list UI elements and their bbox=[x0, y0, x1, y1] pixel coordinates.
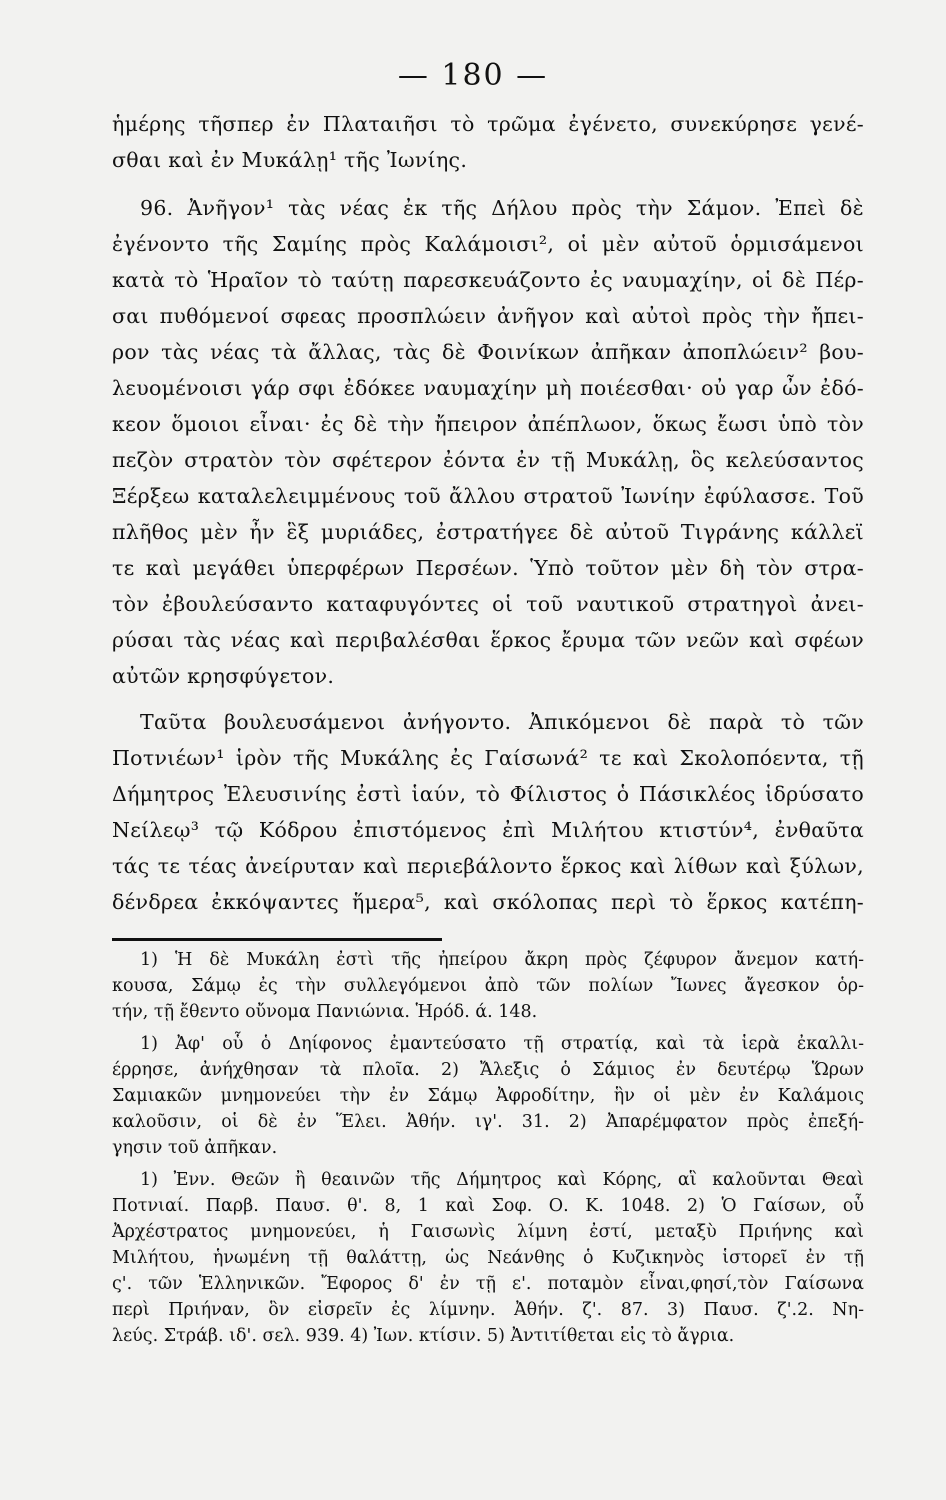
footnote-line: έρρησε, ἀνήχθησαν τὰ πλοῖα. 2) Ἄλεξις ὁ Σάμιος ἐν δευτέρῳ Ὥρων bbox=[112, 1060, 864, 1080]
text-line: Δήμητρος Ἐλευσινίης ἐστὶ ἱαύν, τὸ Φίλιστος ὁ Πάσικλέος ἱδρύσατο bbox=[112, 782, 864, 806]
text-line: αὐτῶν κρησφύγετον. bbox=[112, 664, 335, 688]
footnote-line: Σαμιακῶν μνημονεύει τὴν ἐν Σάμῳ Ἀφροδίτην, ἣν οἱ μὲν ἐν Καλάμοις bbox=[112, 1086, 864, 1106]
footnote-line: περὶ Πριήναν, ὃν εἰσρεῖν ἐς λίμνην. Ἀθήν. ζ'. 87. 3) Παυσ. ζ'.2. Νη- bbox=[112, 1300, 864, 1320]
text-line: Ξέρξεω καταλελειμμένους τοῦ ἄλλου στρατοῦ Ἰωνίην ἐφύλασσε. Τοῦ bbox=[112, 484, 864, 508]
text-line: τὸν ἐβουλεύσαντο καταφυγόντες οἱ τοῦ ναυτικοῦ στρατηγοὶ ἀνει- bbox=[112, 592, 864, 616]
text-line: λευομένοισι γάρ σφι ἐδόκεε ναυμαχίην μὴ ποιέεσθαι· οὐ γαρ ὦν ἐδό- bbox=[112, 376, 864, 400]
footnote-line: κουσα, Σάμῳ ἐς τὴν συλλεγόμενοι ἀπὸ τῶν πολίων Ἴωνες ἄγεσκον ὁρ- bbox=[112, 976, 864, 996]
text-line: πλῆθος μὲν ἦν ἓξ μυριάδες, ἐστρατήγεε δὲ αὐτοῦ Τιγράνης κάλλεϊ bbox=[112, 520, 864, 544]
footnote-line: λεύς. Στράβ. ιδ'. σελ. 939. 4) Ἰων. κτίσιν. 5) Ἀντιτίθεται εἰς τὸ ἄγρια. bbox=[112, 1326, 735, 1346]
footnote-line: Μιλήτου, ἡνωμένη τῇ θαλάττῃ, ὡς Νεάνθης ὁ Κυζικηνὸς ἱστορεῖ ἐν τῇ bbox=[112, 1248, 864, 1268]
text-line: ἐγένοντο τῆς Σαμίης πρὸς Καλάμοισι², οἱ μὲν αὐτοῦ ὁρμισάμενοι bbox=[112, 232, 864, 256]
text-line: σαι πυθόμενοί σφεας προσπλώειν ἀνῆγον καὶ αὐτοὶ πρὸς τὴν ἤπει- bbox=[112, 304, 864, 328]
footnote-line: τήν, τῇ ἔθεντο οὔνομα Πανιώνια. Ἡρόδ. ά. 148. bbox=[112, 1002, 538, 1022]
text-line: τάς τε τέας ἀνείρυταν καὶ περιεβάλοντο ἕρκος καὶ λίθων καὶ ξύλων, bbox=[112, 854, 864, 878]
text-line: δένδρεα ἐκκόψαντες ἥμερα⁵, καὶ σκόλοπας περὶ τὸ ἕρκος κατέπη- bbox=[112, 890, 864, 914]
text-line: κατὰ τὸ Ἡραῖον τὸ ταύτῃ παρεσκευάζοντο ἐς ναυμαχίην, οἱ δὲ Πέρ- bbox=[112, 268, 864, 292]
footnote-line: 1) Ἀφ' οὗ ὁ Δηίφονος ἐμαντεύσατο τῇ στρατίᾳ, καὶ τὰ ἱερὰ ἐκαλλι- bbox=[140, 1034, 864, 1054]
text-line: ἡμέρης τῆσπερ ἐν Πλαταιῆσι τὸ τρῶμα ἐγένετο, συνεκύρησε γενέ- bbox=[112, 112, 864, 136]
footnote-line: 1) Ἡ δὲ Μυκάλη ἐστὶ τῆς ἠπείρου ἄκρη πρὸς ζέφυρον ἄνεμον κατή- bbox=[140, 950, 864, 970]
text-line: ρον τὰς νέας τὰ ἄλλας, τὰς δὲ Φοινίκων ἀπῆκαν ἀποπλώειν² βου- bbox=[112, 340, 864, 364]
text-line: Νείλεῳ³ τῷ Κόδρου ἐπιστόμενος ἐπὶ Μιλήτου κτιστύν⁴, ἐνθαῦτα bbox=[112, 818, 864, 842]
text-line: σθαι καὶ ἐν Μυκάλῃ¹ τῆς Ἰωνίης. bbox=[112, 148, 468, 172]
text-line: 96. Ἀνῆγον¹ τὰς νέας ἐκ τῆς Δήλου πρὸς τὴν Σάμον. Ἐπεὶ δὲ bbox=[140, 196, 864, 220]
footnote-line: ς'. τῶν Ἑλληνικῶν. Ἔφορος δ' ἐν τῇ ε'. ποταμὸν εἶναι,φησί,τὸν Γαίσωνα bbox=[112, 1274, 864, 1294]
text-line: Ποτνιέων¹ ἱρὸν τῆς Μυκάλης ἐς Γαίσωνά² τε καὶ Σκολοπόεντα, τῇ bbox=[112, 746, 864, 770]
text-line: τε καὶ μεγάθει ὑπερφέρων Περσέων. Ὑπὸ τοῦτον μὲν δὴ τὸν στρα- bbox=[112, 556, 864, 580]
footnote-line: Ποτνιαί. Παρβ. Παυσ. θ'. 8, 1 καὶ Σοφ. Ο. Κ. 1048. 2) Ὁ Γαίσων, οὗ bbox=[112, 1196, 864, 1216]
page-number: — 180 — bbox=[397, 58, 549, 93]
footnote-line: καλοῦσιν, οἱ δὲ ἐν Ἕλει. Ἀθήν. ιγ'. 31. 2) Ἀπαρέμφατον πρὸς ἐπεξή- bbox=[112, 1112, 864, 1132]
footnote-line: γησιν τοῦ ἀπῆκαν. bbox=[112, 1138, 278, 1158]
footnote-line: 1) Ἐνν. Θεῶν ἢ θεαινῶν τῆς Δήμητρος καὶ Κόρης, αἳ καλοῦνται Θεαὶ bbox=[140, 1170, 864, 1190]
footnote-line: Ἀρχέστρατος μνημονεύει, ἡ Γαισωνὶς λίμνη ἐστί, μεταξὺ Πριήνης καὶ bbox=[112, 1222, 864, 1242]
text-line: ρύσαι τὰς νέας καὶ περιβαλέσθαι ἕρκος ἔρυμα τῶν νεῶν καὶ σφέων bbox=[112, 628, 864, 652]
text-line: πεζὸν στρατὸν τὸν σφέτερον ἐόντα ἐν τῇ Μυκάλῃ, ὃς κελεύσαντος bbox=[112, 448, 864, 472]
text-line: Ταῦτα βουλευσάμενοι ἀνήγοντο. Ἀπικόμενοι δὲ παρὰ τὸ τῶν bbox=[140, 710, 864, 734]
footnote-divider bbox=[112, 938, 442, 941]
text-line: κεον ὅμοιοι εἶναι· ἐς δὲ τὴν ἤπειρον ἀπέπλωον, ὅκως ἔωσι ὑπὸ τὸν bbox=[112, 412, 864, 436]
